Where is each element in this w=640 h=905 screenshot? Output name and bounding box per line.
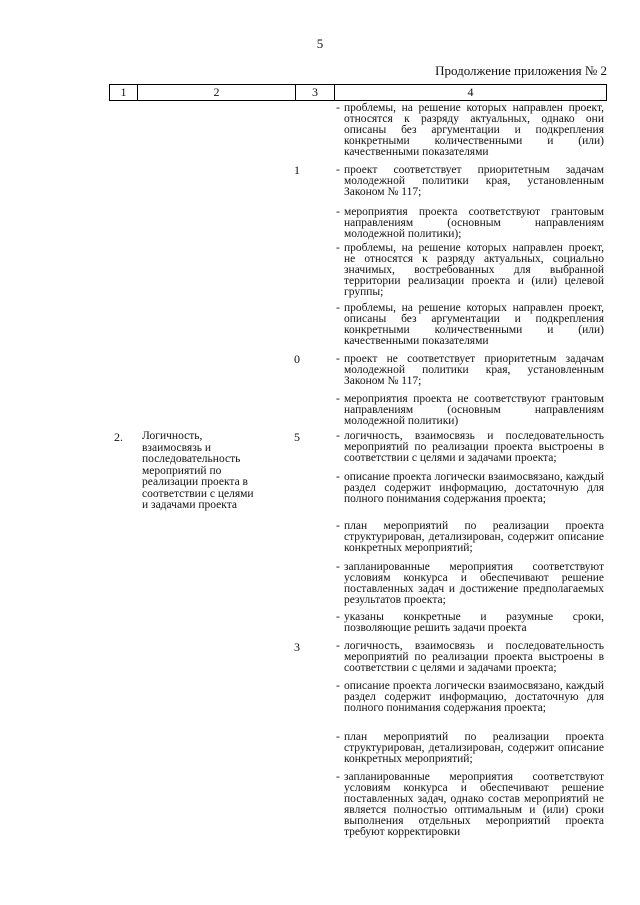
list-item: - проблемы, на решение которых направлен проект, относятся к разряду актуальных, однако они описаны без аргументации и подкрепления конкретными количественными и (или) качественными показателями: [336, 102, 604, 158]
column-header-3: 3: [295, 85, 334, 100]
score-value: 0: [294, 352, 300, 366]
list-item: - проект соответствует приоритетным задачам молодежной политики края, установленным Законом № 117;: [336, 164, 604, 198]
criterion-name: Логичность, взаимосвязь и последовательность мероприятий по реализации проекта в соответствии с целями и задачами проекта: [142, 430, 254, 511]
list-item: - проект не соответствует приоритетным задачам молодежной политики края, установленным Законом № 117;: [336, 353, 604, 387]
list-item: - проблемы, на решение которых направлен проект, описаны без аргументации и подкрепления конкретными количественными и (или) качественными показателями: [336, 302, 604, 347]
column-header-2: 2: [137, 85, 295, 100]
list-item: - план мероприятий по реализации проекта структурирован, детализирован, содержит описание конкретных мероприятий;: [336, 520, 604, 554]
list-item: - описание проекта логически взаимосвязано, каждый раздел содержит информацию, достаточную для полного понимания содержания проекта;: [336, 680, 604, 714]
list-item: - мероприятия проекта соответствуют грантовым направлениям (основным направлениям молодежной политики);: [336, 206, 604, 240]
list-item: - логичность, взаимосвязь и последовательность мероприятий по реализации проекта выстроены в соответствии с целями и задачами проекта;: [336, 640, 604, 674]
list-item: - описание проекта логически взаимосвязано, каждый раздел содержит информацию, достаточную для полного понимания содержания проекта;: [336, 471, 604, 505]
list-item: - указаны конкретные и разумные сроки, позволяющие решить задачи проекта: [336, 611, 604, 634]
list-item: - мероприятия проекта не соответствуют грантовым направлениям (основным направлениям молодежной политики): [336, 393, 604, 427]
score-value: 1: [294, 163, 300, 177]
list-item: - логичность, взаимосвязь и последовательность мероприятий по реализации проекта выстроены в соответствии с целями и задачами проекта;: [336, 430, 604, 464]
column-header-4: 4: [334, 85, 606, 100]
table-header-row: [109, 84, 607, 101]
column-header-1: 1: [120, 85, 127, 99]
list-item: - запланированные мероприятия соответствуют условиям конкурса и обеспечивают решение поставленных задач и достижение предполагаемых результатов проекта;: [336, 561, 604, 606]
list-item: - проблемы, на решение которых направлен проект, не относятся к разряду актуальных, социально значимых, востребованных для выбранной территории реализации проекта и (или) целевой группы;: [336, 242, 604, 298]
list-item: - запланированные мероприятия соответствуют условиям конкурса и обеспечивают решение поставленных задач, однако состав мероприятий не является полностью оптимальным и (или) сроки выполнения отдельных мероприятий проекта требуют корректировки: [336, 771, 604, 838]
appendix-continuation-label: Продолжение приложения № 2: [435, 63, 607, 78]
list-item: - план мероприятий по реализации проекта структурирован, детализирован, содержит описание конкретных мероприятий;: [336, 731, 604, 765]
score-value: 3: [294, 640, 300, 654]
criterion-number: 2.: [114, 430, 123, 444]
page-number: 5: [316, 36, 324, 51]
score-value: 5: [294, 430, 300, 444]
